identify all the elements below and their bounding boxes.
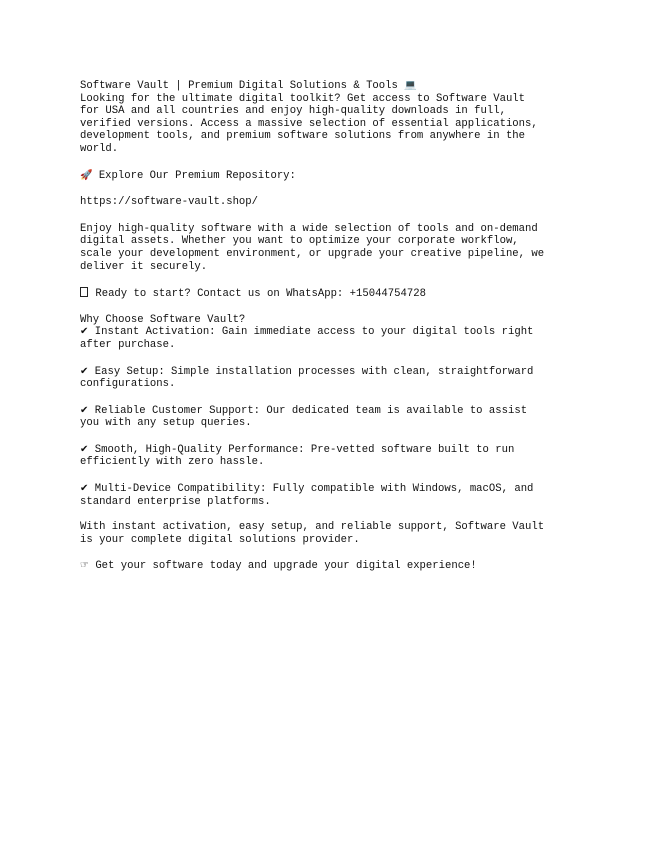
feature-line: Reliable Customer Support: Our dedicated team is available to assist — [94, 404, 528, 417]
explore-text: Explore Our Premium Repository: — [98, 169, 296, 182]
feature-item — [80, 483, 580, 508]
rocket-icon: 🚀 — [80, 169, 93, 181]
enjoy-line: scale your development environment, or upgrade your creative pipeline, we — [80, 247, 545, 260]
feature-item — [80, 444, 580, 469]
closing-paragraph — [80, 521, 580, 546]
feature-line: standard enterprise platforms. — [80, 495, 271, 508]
enjoy-paragraph — [80, 223, 580, 273]
checkmark-icon: ✔ — [80, 326, 89, 338]
feature-line: Multi-Device Compatibility: Fully compatible with Windows, macOS, and — [94, 483, 534, 496]
intro-line: development tools, and premium software solutions from anywhere in the — [80, 130, 526, 143]
document-title — [80, 80, 580, 93]
intro-line: for USA and all countries and enjoy high-quality downloads in full, — [80, 105, 506, 118]
intro-line: verified versions. Access a massive selection of essential applications, — [80, 117, 538, 130]
checkmark-icon: ✔ — [80, 443, 89, 455]
checkmark-icon: ✔ — [80, 365, 89, 377]
enjoy-line: digital assets. Whether you want to optimize your corporate workflow, — [80, 235, 519, 248]
document-page — [80, 80, 580, 573]
closing-line: is your complete digital solutions provider. — [80, 533, 360, 546]
feature-line: Easy Setup: Simple installation processes with clean, straightforward — [94, 365, 534, 378]
missing-glyph-box-icon — [80, 287, 88, 297]
contact-line — [80, 287, 580, 301]
feature-item — [80, 326, 580, 351]
why-heading: Why Choose Software Vault? — [80, 313, 246, 326]
feature-line: you with any setup queries. — [80, 417, 252, 430]
enjoy-line: deliver it securely. — [80, 260, 208, 273]
call-to-action — [80, 560, 580, 573]
checkmark-icon: ✔ — [80, 483, 89, 495]
checkmark-icon: ✔ — [80, 404, 89, 416]
intro-line: Looking for the ultimate digital toolkit? Get access to Software Vault — [80, 92, 526, 105]
feature-item — [80, 366, 580, 391]
explore-heading — [80, 170, 580, 183]
pointing-hand-icon: ☞ — [80, 560, 89, 572]
cta-text: Get your software today and upgrade your digital experience! — [95, 560, 477, 573]
feature-item — [80, 405, 580, 430]
feature-line: Smooth, High-Quality Performance: Pre-vetted software built to run — [94, 443, 515, 456]
feature-line: efficiently with zero hassle. — [80, 456, 265, 469]
contact-text: Ready to start? Contact us on WhatsApp: +15044754728 — [95, 288, 426, 301]
title-text: Software Vault | Premium Digital Solutions & Tools — [80, 80, 398, 92]
repository-link[interactable]: https://software-vault.shop/ — [80, 196, 259, 209]
intro-paragraph — [80, 93, 580, 156]
closing-line: With instant activation, easy setup, and reliable support, Software Vault — [80, 521, 545, 534]
feature-line: after purchase. — [80, 338, 176, 351]
feature-line: configurations. — [80, 378, 176, 391]
feature-line: Instant Activation: Gain immediate access to your digital tools right — [94, 326, 534, 339]
laptop-icon: 💻 — [404, 80, 417, 91]
repository-link-line — [80, 196, 580, 209]
intro-line: world. — [80, 142, 119, 155]
enjoy-line: Enjoy high-quality software with a wide selection of tools and on-demand — [80, 222, 538, 235]
